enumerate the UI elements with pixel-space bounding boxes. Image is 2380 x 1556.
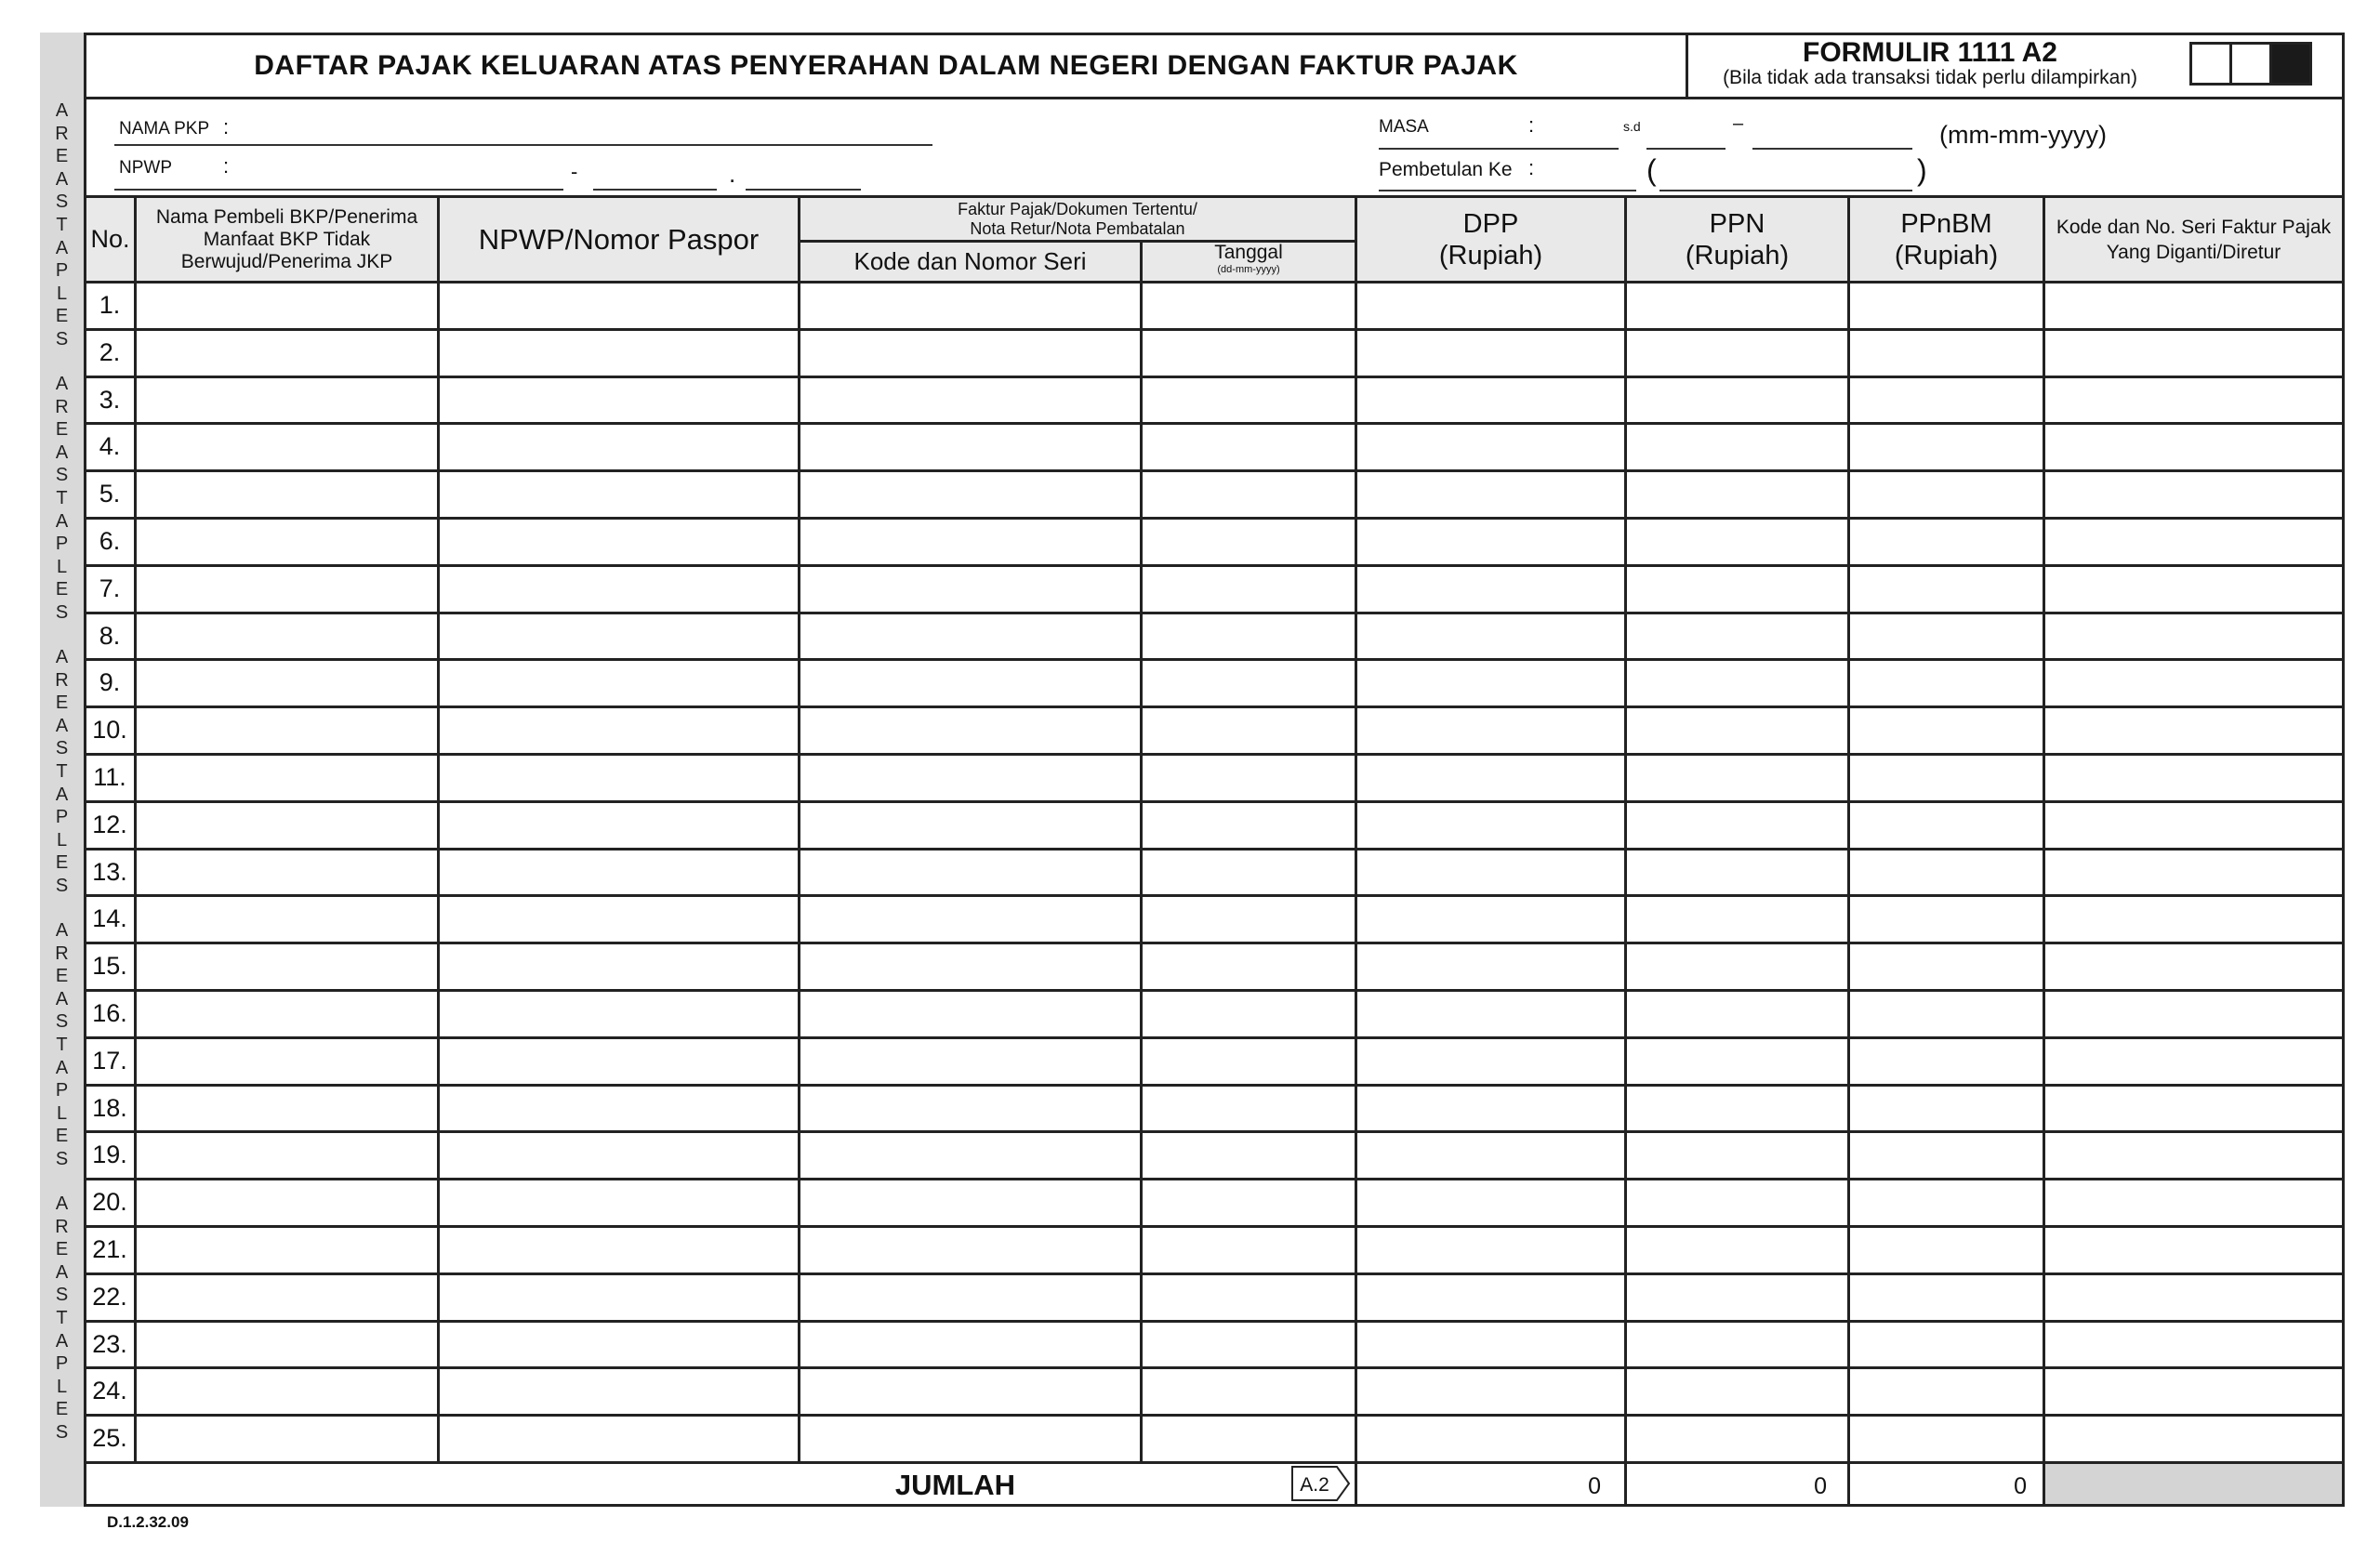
table-cell[interactable] <box>137 284 437 327</box>
table-cell[interactable] <box>2045 567 2339 611</box>
col-no-header: No. <box>90 225 130 253</box>
colon: : <box>1528 156 1535 179</box>
ppn-label: PPN <box>1709 208 1765 239</box>
table-cell[interactable] <box>1627 1228 1847 1272</box>
paren-close: ) <box>1917 153 1927 187</box>
table-cell[interactable] <box>1627 708 1847 752</box>
table-cell[interactable] <box>1143 331 1355 375</box>
staples-area-label: A R E A S T A P L E S <box>55 374 69 623</box>
table-cell[interactable] <box>1357 661 1624 705</box>
row-number: 12. <box>92 811 127 838</box>
table-cell[interactable] <box>440 1323 798 1366</box>
table-cell[interactable] <box>137 472 437 516</box>
table-cell[interactable] <box>1850 1087 2043 1130</box>
table-cell[interactable] <box>1627 1417 1847 1460</box>
table-cell[interactable] <box>137 425 437 468</box>
row-number: 18. <box>92 1094 127 1122</box>
table-cell[interactable] <box>1850 661 2043 705</box>
dpp-label: DPP <box>1462 208 1519 239</box>
table-cell[interactable] <box>1850 944 2043 988</box>
table-cell[interactable] <box>137 567 437 611</box>
table-cell[interactable] <box>440 567 798 611</box>
table-cell[interactable] <box>440 284 798 327</box>
table-cell[interactable] <box>440 1417 798 1460</box>
total-dpp: 0 <box>1588 1473 1601 1499</box>
table-cell[interactable] <box>1357 1087 1624 1130</box>
table-cell[interactable] <box>2045 944 2339 988</box>
table-cell[interactable] <box>1850 614 2043 658</box>
pembetulan-field[interactable] <box>1659 190 1912 191</box>
date-format-hint: (mm-mm-yyyy) <box>1939 121 2107 149</box>
table-cell[interactable] <box>2045 378 2339 422</box>
row-number: 19. <box>92 1141 127 1168</box>
form-number: FORMULIR 1111 A2 <box>1803 37 2057 68</box>
rule <box>800 240 1357 243</box>
table-cell[interactable] <box>1357 992 1624 1035</box>
table-cell[interactable] <box>1143 1275 1355 1319</box>
table-cell[interactable] <box>1850 1133 2043 1177</box>
col-kode-diganti-header: Kode dan No. Seri Faktur Pajak Yang Diganti/Diretur <box>2056 216 2332 263</box>
table-cell[interactable] <box>137 897 437 941</box>
table-cell[interactable] <box>1143 472 1355 516</box>
form-title-main: DAFTAR PAJAK KELUARAN ATAS PENYERAHAN DALAM NEGERI DENGAN FAKTUR PAJAK <box>254 50 1518 81</box>
table-cell[interactable] <box>1850 567 2043 611</box>
table-cell[interactable] <box>2045 1039 2339 1083</box>
npwp-field-2[interactable] <box>593 189 717 191</box>
table-cell[interactable] <box>2045 851 2339 894</box>
table-cell[interactable] <box>1627 567 1847 611</box>
table-cell[interactable] <box>1627 472 1847 516</box>
masa-label: MASA <box>1379 117 1429 137</box>
table-cell[interactable] <box>1627 851 1847 894</box>
table-cell[interactable] <box>800 1323 1140 1366</box>
row-number: 5. <box>99 480 121 508</box>
table-cell[interactable] <box>1627 425 1847 468</box>
table-cell[interactable] <box>1143 1087 1355 1130</box>
table-cell[interactable] <box>1357 1369 1624 1413</box>
table-cell[interactable] <box>1850 1417 2043 1460</box>
table-cell[interactable] <box>1850 472 2043 516</box>
table-cell[interactable] <box>2045 708 2339 752</box>
table-cell[interactable] <box>1143 520 1355 563</box>
table-cell[interactable] <box>2045 756 2339 799</box>
table-cell[interactable] <box>1850 331 2043 375</box>
masa-dash: – <box>1733 113 1744 134</box>
row-number: 13. <box>92 858 127 886</box>
table-cell[interactable] <box>1357 284 1624 327</box>
table-cell[interactable] <box>800 1133 1140 1177</box>
table-cell[interactable] <box>1357 803 1624 847</box>
staples-area-label: A R E A S T A P L E S <box>55 1193 69 1443</box>
table-cell[interactable] <box>1627 614 1847 658</box>
col-ppn-header <box>1627 198 1847 281</box>
checkbox-2[interactable] <box>2229 42 2272 86</box>
table-cell[interactable] <box>800 520 1140 563</box>
table-cell[interactable] <box>2045 1369 2339 1413</box>
table-cell[interactable] <box>1143 944 1355 988</box>
table-cell[interactable] <box>440 1275 798 1319</box>
table-cell[interactable] <box>137 1039 437 1083</box>
table-cell[interactable] <box>1850 284 2043 327</box>
table-cell[interactable] <box>1357 472 1624 516</box>
table-cell[interactable] <box>137 1133 437 1177</box>
row-number: 7. <box>99 574 121 602</box>
form-note: (Bila tidak ada transaksi tidak perlu dilampirkan) <box>1723 67 2137 88</box>
table-cell[interactable] <box>800 661 1140 705</box>
table-cell[interactable] <box>137 331 437 375</box>
table-cell[interactable] <box>2045 472 2339 516</box>
table-cell[interactable] <box>1627 661 1847 705</box>
table-cell[interactable] <box>1357 425 1624 468</box>
table-cell[interactable] <box>1850 897 2043 941</box>
table-cell[interactable] <box>800 1275 1140 1319</box>
table-cell[interactable] <box>1143 1133 1355 1177</box>
table-cell[interactable] <box>1143 567 1355 611</box>
table-cell[interactable] <box>440 897 798 941</box>
row-number: 20. <box>92 1188 127 1216</box>
row-number: 1. <box>99 291 121 319</box>
table-cell[interactable] <box>1627 1369 1847 1413</box>
table-cell[interactable] <box>800 944 1140 988</box>
table-cell[interactable] <box>440 1180 798 1224</box>
table-cell[interactable] <box>800 1039 1140 1083</box>
table-cell[interactable] <box>1357 897 1624 941</box>
table-cell[interactable] <box>2045 520 2339 563</box>
row-number: 21. <box>92 1235 127 1263</box>
table-cell[interactable] <box>800 614 1140 658</box>
staples-area-label: A R E A S T A P L E S <box>55 920 69 1169</box>
table-cell[interactable] <box>1627 331 1847 375</box>
table-cell[interactable] <box>1357 1417 1624 1460</box>
table-cell[interactable] <box>137 1369 437 1413</box>
row-number: 11. <box>93 763 126 791</box>
row-number: 25. <box>92 1424 127 1452</box>
table-cell[interactable] <box>137 944 437 988</box>
table-cell[interactable] <box>1850 520 2043 563</box>
table-cell[interactable] <box>1143 1180 1355 1224</box>
table-cell[interactable] <box>1627 944 1847 988</box>
ppnbm-unit: (Rupiah) <box>1894 240 1999 270</box>
table-cell[interactable] <box>1627 378 1847 422</box>
table-cell[interactable] <box>137 661 437 705</box>
table-cell[interactable] <box>1627 1133 1847 1177</box>
nama-pkp-label: NAMA PKP <box>119 119 210 138</box>
table-cell[interactable] <box>2045 1180 2339 1224</box>
paren-open: ( <box>1646 153 1657 187</box>
table-cell[interactable] <box>1357 1133 1624 1177</box>
col-dpp-header <box>1357 198 1624 281</box>
table-cell[interactable] <box>800 992 1140 1035</box>
table-cell[interactable] <box>1627 1180 1847 1224</box>
table-cell[interactable] <box>137 756 437 799</box>
table-cell[interactable] <box>440 520 798 563</box>
table-cell[interactable] <box>1627 1039 1847 1083</box>
table-cell[interactable] <box>1627 992 1847 1035</box>
row-number: 23. <box>92 1330 127 1358</box>
checkbox-1[interactable] <box>2189 42 2232 86</box>
table-cell[interactable] <box>440 425 798 468</box>
table-cell[interactable] <box>1850 1180 2043 1224</box>
table-cell[interactable] <box>800 1087 1140 1130</box>
table-cell[interactable] <box>1143 661 1355 705</box>
table-cell[interactable] <box>1850 1228 2043 1272</box>
tanggal-label: Tanggal <box>1214 242 1283 263</box>
table-cell[interactable] <box>1357 1323 1624 1366</box>
table-cell[interactable] <box>800 851 1140 894</box>
table-cell[interactable] <box>1143 992 1355 1035</box>
table-cell[interactable] <box>137 1228 437 1272</box>
table-cell[interactable] <box>440 472 798 516</box>
table-cell[interactable] <box>2045 1133 2339 1177</box>
col-nama-pembeli-header: Nama Pembeli BKP/Penerima Manfaat BKP Tidak Berwujud/Penerima JKP <box>155 205 418 272</box>
table-cell[interactable] <box>1143 425 1355 468</box>
checkbox-3-filled <box>2269 42 2312 86</box>
table-cell[interactable] <box>1357 944 1624 988</box>
table-cell[interactable] <box>440 661 798 705</box>
table-cell[interactable] <box>2045 803 2339 847</box>
colon: : <box>223 115 230 138</box>
table-cell[interactable] <box>800 284 1140 327</box>
table-cell[interactable] <box>1143 756 1355 799</box>
table-cell[interactable] <box>1850 1369 2043 1413</box>
table-cell[interactable] <box>2045 1417 2339 1460</box>
pembetulan-label: Pembetulan Ke <box>1379 159 1513 180</box>
table-cell[interactable] <box>440 614 798 658</box>
table-cell[interactable] <box>137 520 437 563</box>
table-cell[interactable] <box>2045 1228 2339 1272</box>
table-cell[interactable] <box>1143 803 1355 847</box>
kode-diganti-total-shaded <box>2045 1461 2342 1504</box>
table-cell[interactable] <box>1143 1417 1355 1460</box>
table-cell[interactable] <box>800 1417 1140 1460</box>
table-cell[interactable] <box>1627 756 1847 799</box>
row-number: 10. <box>92 716 127 744</box>
table-cell[interactable] <box>137 992 437 1035</box>
jumlah-label: JUMLAH <box>894 1469 1016 1501</box>
faktur-group-line-1: Faktur Pajak/Dokumen Tertentu/ <box>958 199 1197 218</box>
table-cell[interactable] <box>1357 1180 1624 1224</box>
table-cell[interactable] <box>1850 425 2043 468</box>
table-cell[interactable] <box>2045 1275 2339 1319</box>
table-cell[interactable] <box>1850 851 2043 894</box>
table-cell[interactable] <box>1143 1039 1355 1083</box>
table-cell[interactable] <box>2045 992 2339 1035</box>
table-cell[interactable] <box>137 614 437 658</box>
table-cell[interactable] <box>800 1180 1140 1224</box>
table-cell[interactable] <box>1850 708 2043 752</box>
table-cell[interactable] <box>137 1180 437 1224</box>
table-cell[interactable] <box>800 331 1140 375</box>
row-number: 9. <box>99 668 121 696</box>
col-npwp-header: NPWP/Nomor Paspor <box>478 222 760 256</box>
row-divider <box>84 1461 2345 1464</box>
a2-tag-icon <box>1290 1465 1352 1502</box>
table-cell[interactable] <box>1143 284 1355 327</box>
colon: : <box>223 154 230 178</box>
npwp-dot: . <box>729 160 736 188</box>
col-ppnbm-header <box>1850 198 2043 281</box>
row-number: 3. <box>99 386 121 414</box>
table-cell[interactable] <box>1850 803 2043 847</box>
masa-field-2[interactable] <box>1646 148 1726 150</box>
table-cell[interactable] <box>800 897 1140 941</box>
npwp-label: NPWP <box>119 158 172 178</box>
table-cell[interactable] <box>1357 378 1624 422</box>
row-number: 4. <box>99 432 121 460</box>
table-cell[interactable] <box>440 944 798 988</box>
table-cell[interactable] <box>1357 567 1624 611</box>
table-cell[interactable] <box>440 378 798 422</box>
table-cell[interactable] <box>800 1369 1140 1413</box>
table-cell[interactable] <box>1627 1323 1847 1366</box>
table-cell[interactable] <box>1143 1228 1355 1272</box>
table-cell[interactable] <box>137 1275 437 1319</box>
table-cell[interactable] <box>440 1039 798 1083</box>
table-cell[interactable] <box>137 851 437 894</box>
table-cell[interactable] <box>1627 284 1847 327</box>
table-cell[interactable] <box>440 851 798 894</box>
table-cell[interactable] <box>1627 803 1847 847</box>
table-cell[interactable] <box>2045 425 2339 468</box>
table-cell[interactable] <box>1850 756 2043 799</box>
table-cell[interactable] <box>1143 708 1355 752</box>
table-cell[interactable] <box>137 708 437 752</box>
npwp-field-1[interactable] <box>114 189 563 191</box>
table-cell[interactable] <box>440 1228 798 1272</box>
table-cell[interactable] <box>2045 284 2339 327</box>
ppnbm-label: PPnBM <box>1900 208 1992 239</box>
table-cell[interactable] <box>1627 897 1847 941</box>
table-cell[interactable] <box>1143 851 1355 894</box>
table-cell[interactable] <box>1357 1228 1624 1272</box>
table-cell[interactable] <box>800 756 1140 799</box>
table-cell[interactable] <box>2045 331 2339 375</box>
table-cell[interactable] <box>800 425 1140 468</box>
staples-strip <box>40 33 84 1507</box>
npwp-dash: - <box>571 160 578 183</box>
table-cell[interactable] <box>1627 1087 1847 1130</box>
table-cell[interactable] <box>440 992 798 1035</box>
col-faktur-group-header <box>800 198 1355 240</box>
table-cell[interactable] <box>1850 992 2043 1035</box>
total-ppn: 0 <box>1814 1473 1827 1499</box>
total-ppnbm: 0 <box>2014 1473 2027 1499</box>
table-cell[interactable] <box>440 1087 798 1130</box>
table-cell[interactable] <box>440 756 798 799</box>
tanggal-format: (dd-mm-yyyy) <box>1217 264 1280 275</box>
table-cell[interactable] <box>800 567 1140 611</box>
masa-field-1[interactable] <box>1379 148 1619 150</box>
table-cell[interactable] <box>440 803 798 847</box>
table-cell[interactable] <box>1357 520 1624 563</box>
pembetulan-rule <box>1379 190 1636 191</box>
dpp-unit: (Rupiah) <box>1438 240 1543 270</box>
table-cell[interactable] <box>2045 1323 2339 1366</box>
nama-pkp-field[interactable] <box>114 144 932 146</box>
col-kode-seri-header: Kode dan Nomor Seri <box>853 246 1087 275</box>
table-cell[interactable] <box>1850 1323 2043 1366</box>
table-cell[interactable] <box>800 803 1140 847</box>
row-number: 8. <box>99 622 121 650</box>
table-cell[interactable] <box>1143 614 1355 658</box>
table-cell[interactable] <box>800 378 1140 422</box>
row-number: 2. <box>99 338 121 366</box>
table-cell[interactable] <box>800 472 1140 516</box>
table-cell[interactable] <box>440 708 798 752</box>
table-cell[interactable] <box>1357 708 1624 752</box>
table-cell[interactable] <box>1357 1275 1624 1319</box>
ppn-unit: (Rupiah) <box>1685 240 1790 270</box>
masa-field-3[interactable] <box>1752 148 1912 150</box>
table-cell[interactable] <box>1357 756 1624 799</box>
table-cell[interactable] <box>1357 1039 1624 1083</box>
table-cell[interactable] <box>2045 897 2339 941</box>
table-cell[interactable] <box>2045 1087 2339 1130</box>
table-cell[interactable] <box>137 1417 437 1460</box>
table-cell[interactable] <box>1850 1275 2043 1319</box>
table-cell[interactable] <box>2045 614 2339 658</box>
row-number: 6. <box>99 527 121 555</box>
table-cell[interactable] <box>1850 378 2043 422</box>
table-cell[interactable] <box>440 331 798 375</box>
table-cell[interactable] <box>800 1228 1140 1272</box>
faktur-group-line-2: Nota Retur/Nota Pembatalan <box>970 218 1185 238</box>
row-number: 22. <box>92 1283 127 1311</box>
table-cell[interactable] <box>1627 520 1847 563</box>
row-number: 16. <box>92 999 127 1027</box>
colon: : <box>1528 113 1535 137</box>
col-tanggal-header <box>1143 242 1355 281</box>
staples-area-label: A R E A S T A P L E S <box>55 100 69 349</box>
table-cell[interactable] <box>1143 1369 1355 1413</box>
table-cell[interactable] <box>1627 1275 1847 1319</box>
rule <box>84 97 2345 99</box>
table-cell[interactable] <box>1357 331 1624 375</box>
row-number: 24. <box>92 1377 127 1404</box>
footer-form-code: D.1.2.32.09 <box>107 1513 189 1531</box>
table-cell[interactable] <box>1143 1323 1355 1366</box>
table-cell[interactable] <box>1850 1039 2043 1083</box>
a2-tag-text: A.2 <box>1300 1474 1329 1496</box>
table-cell[interactable] <box>1357 851 1624 894</box>
table-cell[interactable] <box>137 803 437 847</box>
table-cell[interactable] <box>440 1369 798 1413</box>
table-cell[interactable] <box>137 1323 437 1366</box>
table-cell[interactable] <box>1357 614 1624 658</box>
table-cell[interactable] <box>800 708 1140 752</box>
table-cell[interactable] <box>1143 378 1355 422</box>
table-cell[interactable] <box>137 1087 437 1130</box>
staples-area-label: A R E A S T A P L E S <box>55 647 69 896</box>
npwp-field-3[interactable] <box>746 189 861 191</box>
table-cell[interactable] <box>2045 661 2339 705</box>
table-cell[interactable] <box>137 378 437 422</box>
row-number: 17. <box>92 1047 127 1075</box>
row-number: 14. <box>92 904 127 932</box>
table-cell[interactable] <box>440 1133 798 1177</box>
form-number-block <box>1688 35 2172 89</box>
table-cell[interactable] <box>1143 897 1355 941</box>
sd-label: s.d <box>1623 119 1641 134</box>
row-number: 15. <box>92 952 127 980</box>
